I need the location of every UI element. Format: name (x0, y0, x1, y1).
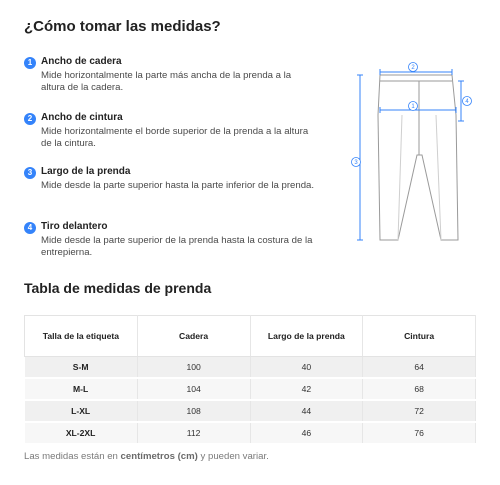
column-header: Cadera (137, 316, 250, 357)
footnote-units: centímetros (cm) (120, 451, 198, 462)
step-description: Mide desde la parte superior hasta la parte inferior de la prenda. (41, 180, 315, 191)
step-number-badge: 4 (24, 222, 36, 234)
size-label-cell: M-L (25, 378, 138, 400)
step-description: Mide horizontalmente la parte más ancha de la prenda a la altura de la cadera. (41, 70, 292, 93)
step-heading: Ancho de cadera (41, 56, 122, 67)
step-number-badge: 2 (24, 113, 36, 125)
table-cell: 42 (250, 378, 363, 400)
table-cell: 108 (137, 400, 250, 422)
step-number-badge: 3 (24, 167, 36, 179)
table-row (25, 378, 476, 400)
column-header: Talla de la etiqueta (25, 316, 138, 357)
table-cell: 100 (137, 357, 250, 379)
size-label-cell: L-XL (25, 400, 138, 422)
marker-hip: 2 (411, 65, 415, 71)
footnote-text-after: y pueden variar. (200, 451, 269, 462)
table-cell: 104 (137, 378, 250, 400)
table-row (25, 357, 476, 379)
column-header: Cintura (363, 316, 476, 357)
table-cell: 68 (363, 378, 476, 400)
units-footnote (24, 451, 269, 462)
footnote-text-before: Las medidas están en (24, 451, 118, 462)
marker-length: 3 (354, 160, 358, 166)
pants-outline-icon (378, 75, 458, 240)
table-cell: 64 (363, 357, 476, 379)
step-description: Mide desde la parte superior de la prenda hasta la costura de la entrepierna. (41, 235, 313, 258)
pants-measurement-illustration (340, 55, 480, 250)
table-cell: 44 (250, 400, 363, 422)
table-cell: 46 (250, 422, 363, 444)
step-heading: Ancho de cintura (41, 112, 123, 123)
table-cell: 40 (250, 357, 363, 379)
column-header: Largo de la prenda (250, 316, 363, 357)
size-table (24, 315, 476, 445)
step-description: Mide horizontalmente el borde superior de la prenda a la altura de la cintura. (41, 126, 309, 149)
table-cell: 112 (137, 422, 250, 444)
table-row (25, 422, 476, 444)
marker-rise: 4 (465, 99, 469, 105)
table-header-row (25, 316, 476, 357)
step-heading: Largo de la prenda (41, 166, 131, 177)
step-number-badge: 1 (24, 57, 36, 69)
size-table-title: Tabla de medidas de prenda (24, 280, 212, 296)
size-label-cell: XL-2XL (25, 422, 138, 444)
step-heading: Tiro delantero (41, 221, 108, 232)
table-cell: 76 (363, 422, 476, 444)
table-row (25, 400, 476, 422)
size-label-cell: S-M (25, 357, 138, 379)
table-cell: 72 (363, 400, 476, 422)
guide-title: ¿Cómo tomar las medidas? (24, 18, 221, 35)
marker-waist: 1 (411, 104, 415, 110)
